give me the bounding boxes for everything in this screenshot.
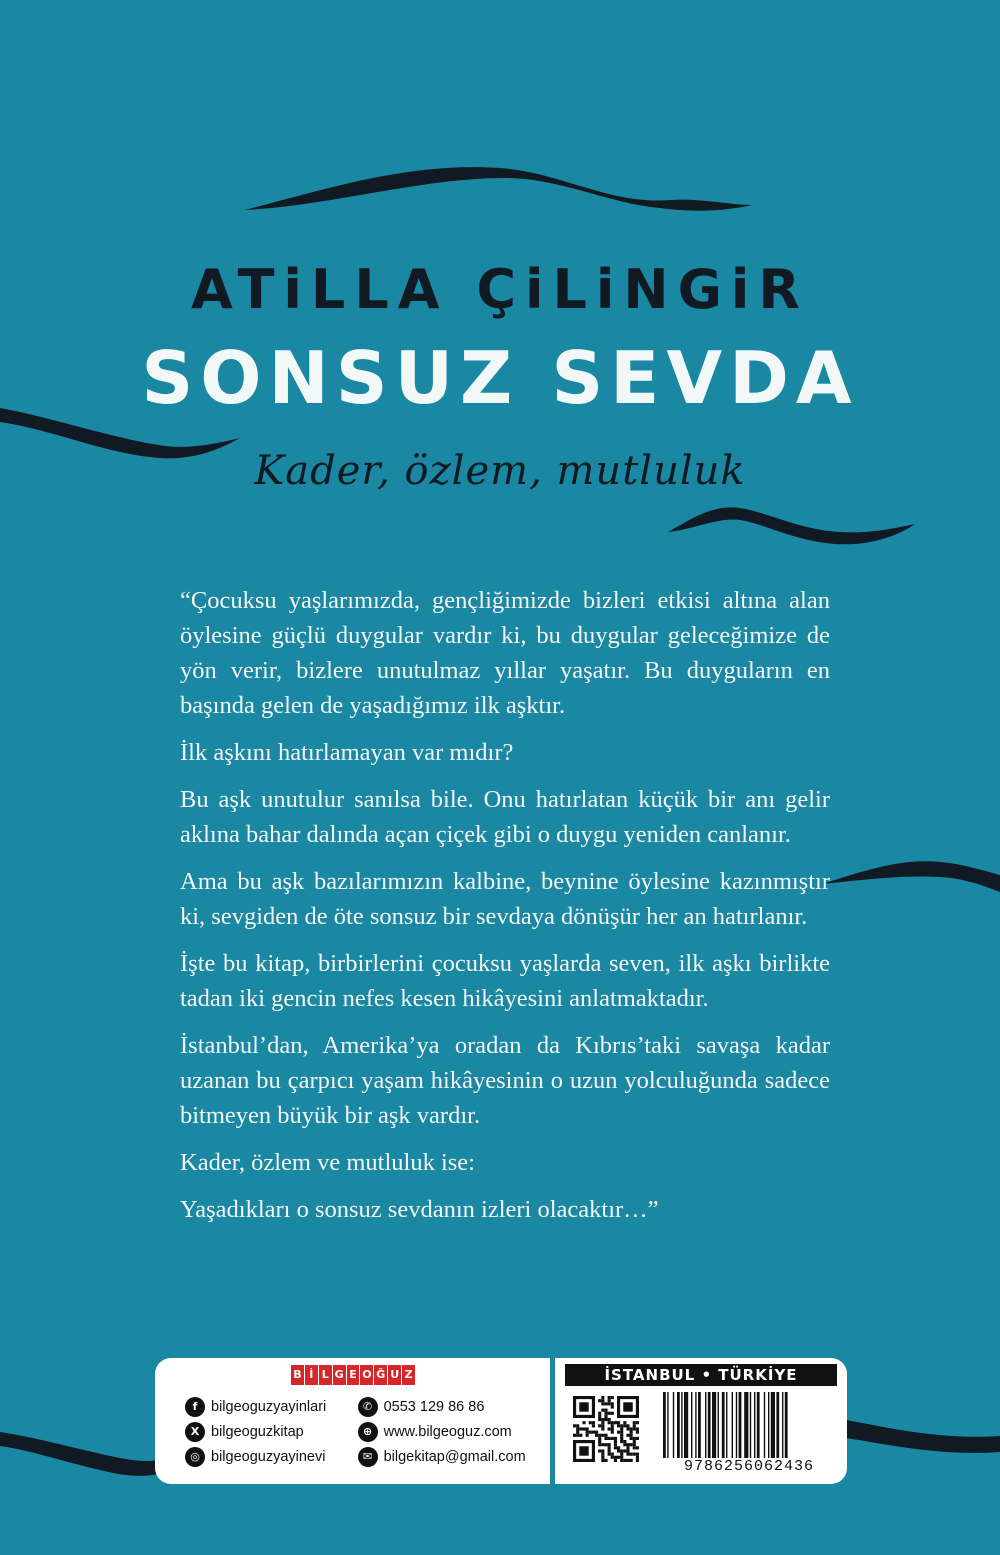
contact-row (185, 1394, 545, 1419)
logo-letter: G (333, 1365, 346, 1385)
contact-list (185, 1394, 545, 1469)
logo-letter: Z (402, 1365, 415, 1385)
logo-letter: O (360, 1365, 373, 1385)
web-contact[interactable] (358, 1422, 545, 1442)
blurb-paragraph: “Çocuksu yaşlarımızda, gençliğimizde bizleri etkisi altına alan öylesine güçlü duygular vardır ki, bu duygular geleceğimize de yön verir, bizlere unutulmaz yıllar yaşatır. Bu duyguların en başında gelen de yaşadığımız ilk aşktır. (180, 587, 830, 719)
blurb-paragraph: Ama bu aşk bazılarımızın kalbine, beynine öylesine kazınmıştır ki, sevgiden de öte sonsuz bir sevdaya dönüşür her an hatırlanır. (180, 868, 830, 930)
facebook-icon: f (185, 1397, 205, 1417)
contact-row (185, 1419, 545, 1444)
instagram-handle: bilgeoguzyayinevi (211, 1448, 326, 1465)
globe-icon: ⊕ (358, 1422, 378, 1442)
author-name: ATiLLA ÇiLiNGiR (190, 258, 810, 321)
email-address: bilgekitap@gmail.com (383, 1448, 526, 1465)
logo-letter: İ (305, 1365, 318, 1385)
wave-top (245, 167, 752, 211)
publisher-logo (291, 1365, 415, 1385)
blurb-paragraph: İlk aşkını hatırlamayan var mıdır? (180, 739, 514, 766)
isbn-barcode (661, 1392, 837, 1458)
wave-bottom-left (0, 1432, 158, 1476)
wave-right (822, 861, 1000, 892)
city-label: İSTANBUL • TÜRKİYE (565, 1364, 837, 1386)
wave-under-subtitle (668, 507, 915, 544)
whatsapp-contact[interactable] (358, 1397, 545, 1417)
publisher-info-box (155, 1358, 550, 1484)
x-contact[interactable] (185, 1422, 358, 1442)
facebook-contact[interactable] (185, 1397, 358, 1417)
blurb-paragraph: Bu aşk unutulur sanılsa bile. Onu hatırlatan küçük bir anı gelir aklına bahar dalında açan çiçek gibi o duygu yeniden canlanır. (180, 786, 830, 848)
mail-icon: ✉ (358, 1447, 378, 1467)
contact-row (185, 1444, 545, 1469)
email-contact[interactable] (358, 1447, 545, 1467)
logo-letter: U (388, 1365, 401, 1385)
qr-code[interactable] (573, 1396, 639, 1462)
barcode-box (555, 1358, 847, 1484)
blurb-paragraph: İşte bu kitap, birbirlerini çocuksu yaşlarda seven, ilk aşkı birlikte tadan iki gencin nefes kesen hikâyesini anlatmaktadır. (180, 950, 830, 1012)
logo-letter: B (291, 1365, 304, 1385)
logo-letter: L (319, 1365, 332, 1385)
blurb-paragraph: Kader, özlem ve mutluluk ise: (180, 1149, 475, 1176)
x-handle: bilgeoguzkitap (211, 1423, 304, 1440)
wave-bottom-right (846, 1420, 1000, 1453)
x-icon: X (185, 1422, 205, 1442)
instagram-contact[interactable] (185, 1447, 358, 1467)
website: www.bilgeoguz.com (383, 1423, 512, 1440)
instagram-icon: ◎ (185, 1447, 205, 1467)
book-subtitle: Kader, özlem, mutluluk (254, 448, 746, 494)
facebook-handle: bilgeoguzyayinlari (211, 1398, 327, 1415)
blurb-paragraph: Yaşadıkları o sonsuz sevdanın izleri olacaktır…” (180, 1196, 659, 1223)
book-title: SONSUZ SEVDA (141, 336, 859, 420)
blurb (180, 583, 830, 1239)
isbn-number: 9786256062436 (683, 1458, 815, 1475)
logo-letter: E (347, 1365, 360, 1385)
phone-number: 0553 129 86 86 (383, 1398, 485, 1415)
logo-letter: Ğ (374, 1365, 387, 1385)
blurb-paragraph: İstanbul’dan, Amerika’ya oradan da Kıbrıs’taki savaşa kadar uzanan bu çarpıcı yaşam hikâyesinin o uzun yolculuğunda sadece bitmeyen büyük bir aşk vardır. (180, 1032, 830, 1129)
whatsapp-icon: ✆ (358, 1397, 378, 1417)
